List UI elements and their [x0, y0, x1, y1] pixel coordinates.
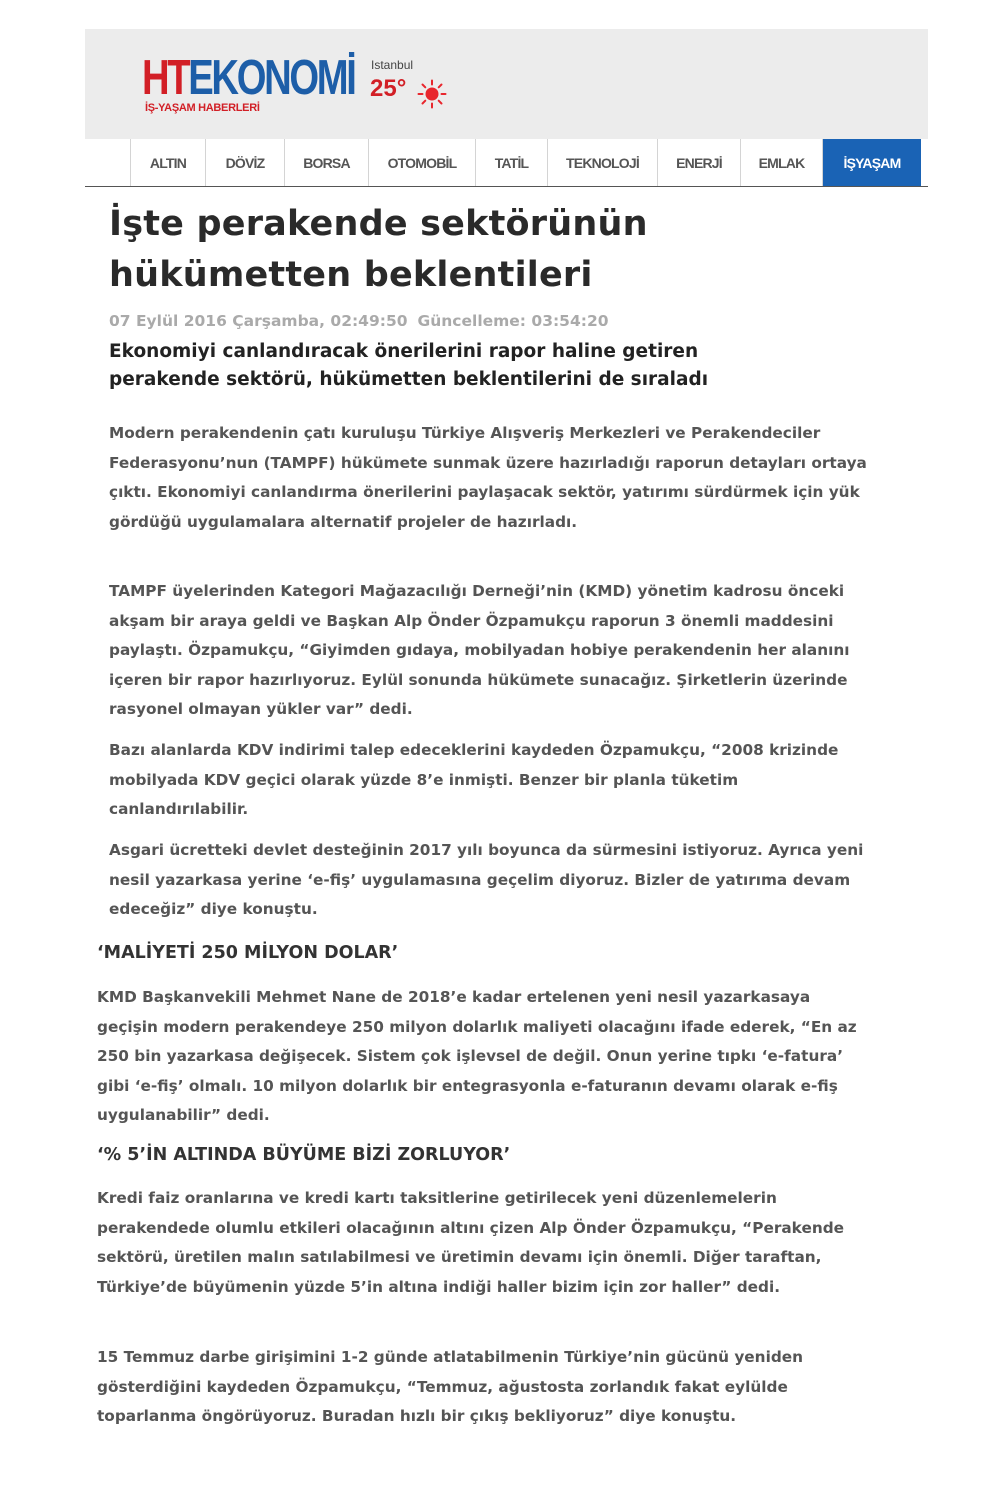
article-paragraph: Modern perakendenin çatı kuruluşu Türkiye Alışveriş Merkezleri ve Perakendeciler Federasyonu’nun (TAMPF) hükümete sunmak üzere hazırladığı raporun detayları ortaya çıktı. Ekonomiyi canlandırma önerilerini paylaşacak sektör, yatırımı sürdürmek için yük gördüğü uygulamalara alternatif projeler de hazırladı. [109, 424, 867, 531]
nav-item-6[interactable]: TEKNOLOJİ [548, 139, 658, 186]
publish-date: 07 Eylül 2016 Çarşamba, 02:49:50 [109, 312, 408, 330]
category-nav [85, 139, 928, 187]
article-paragraph: KMD Başkanvekili Mehmet Nane de 2018’e kadar ertelenen yeni nesil yazarkasaya geçişin modern perakendeye 250 milyon dolarlık maliyeti olacağını ifade ederek, “En az 250 bin yazarkasa değişecek. Sistem çok işlevsel de değil. Onun yerine tıpkı ‘e-fatura’ gibi ‘e-fiş’ olmalı. 10 milyon dolarlık bir entegrasyonla e-faturanın devamı olarak e-fiş uygulanabilir” dedi. [97, 988, 857, 1124]
logo-ht: HT [142, 51, 189, 105]
article-paragraph: Asgari ücretteki devlet desteğinin 2017 yılı boyunca da sürmesini istiyoruz. Ayrıca yeni nesil yazarkasa yerine ‘e-fiş’ uygulamasına geçelim diyoruz. Bizler de yatırıma devam edeceğiz” diye konuştu. [109, 841, 864, 918]
site-header [85, 29, 928, 139]
article-headline: İşte perakende sektörünün hükümetten beklentileri [109, 204, 648, 295]
article-paragraph: TAMPF üyelerinden Kategori Mağazacılığı Derneği’nin (KMD) yönetim kadrosu önceki akşam bir araya geldi ve Başkan Alp Önder Özpamukçu raporun 3 önemli maddesini paylaştı. Özpamukçu, “Giyimden gıdaya, mobilyadan hobiye perakendenin her alanını içeren bir rapor hazırlıyoruz. Eylül sonunda hükümete sunacağız. Şirketlerin üzerinde rasyonel olmayan yükler var” dedi. [109, 582, 850, 718]
update-time: Güncelleme: 03:54:20 [417, 312, 609, 330]
weather-temperature: 25° [370, 75, 407, 102]
article-meta [109, 312, 609, 330]
article-subheading: ‘MALİYETİ 250 MİLYON DOLAR’ [97, 943, 399, 963]
article-subheading: ‘% 5’İN ALTINDA BÜYÜME BİZİ ZORLUYOR’ [97, 1145, 511, 1165]
article-spot: Ekonomiyi canlandıracak önerilerini rapor haline getiren perakende sektörü, hükümetten beklentilerini de sıraladı [109, 341, 709, 390]
nav-item-9[interactable]: İŞYAŞAM [823, 139, 921, 186]
logo-tagline: İŞ-YAŞAM HABERLERİ [145, 102, 260, 114]
nav-item-2[interactable]: DÖVİZ [206, 139, 285, 186]
article-paragraph: Kredi faiz oranlarına ve kredi kartı taksitlerine getirilecek yeni düzenlemelerin perakendede olumlu etkileri olacağının altını çizen Alp Önder Özpamukçu, “Perakende sektörü, üretilen malın satılabilmesi ve üretimin devamı için önemli. Diğer taraftan, Türkiye’de büyümenin yüzde 5’in altına indiği haller bizim için zor haller” dedi. [97, 1189, 845, 1296]
nav-item-4[interactable]: OTOMOBİL [369, 139, 476, 186]
nav-item-8[interactable]: EMLAK [741, 139, 823, 186]
article-paragraph: Bazı alanlarda KDV indirimi talep edeceklerini kaydeden Özpamukçu, “2008 krizinde mobilyada KDV geçici olarak yüzde 8’e inmişti. Benzer bir planla tüketim canlandırılabilir. [109, 741, 839, 818]
nav-item-3[interactable]: BORSA [285, 139, 369, 186]
sun-icon [417, 79, 447, 109]
category-nav-list [130, 139, 921, 186]
weather-city: Istanbul [371, 58, 414, 72]
article-paragraph: 15 Temmuz darbe girişimini 1-2 günde atlatabilmenin Türkiye’nin gücünü yeniden gösterdiğini kaydeden Özpamukçu, “Temmuz, ağustosta zorlandık fakat eylülde toparlanma öngörüyoruz. Buradan hızlı bir çıkış bekliyoruz” diye konuştu. [97, 1348, 804, 1425]
nav-item-7[interactable]: ENERJİ [658, 139, 741, 186]
site-logo[interactable] [142, 53, 355, 103]
logo-ekonomi: EKONOMİ [188, 51, 355, 105]
nav-item-1[interactable]: ALTIN [131, 139, 206, 186]
nav-item-5[interactable]: TATİL [476, 139, 548, 186]
